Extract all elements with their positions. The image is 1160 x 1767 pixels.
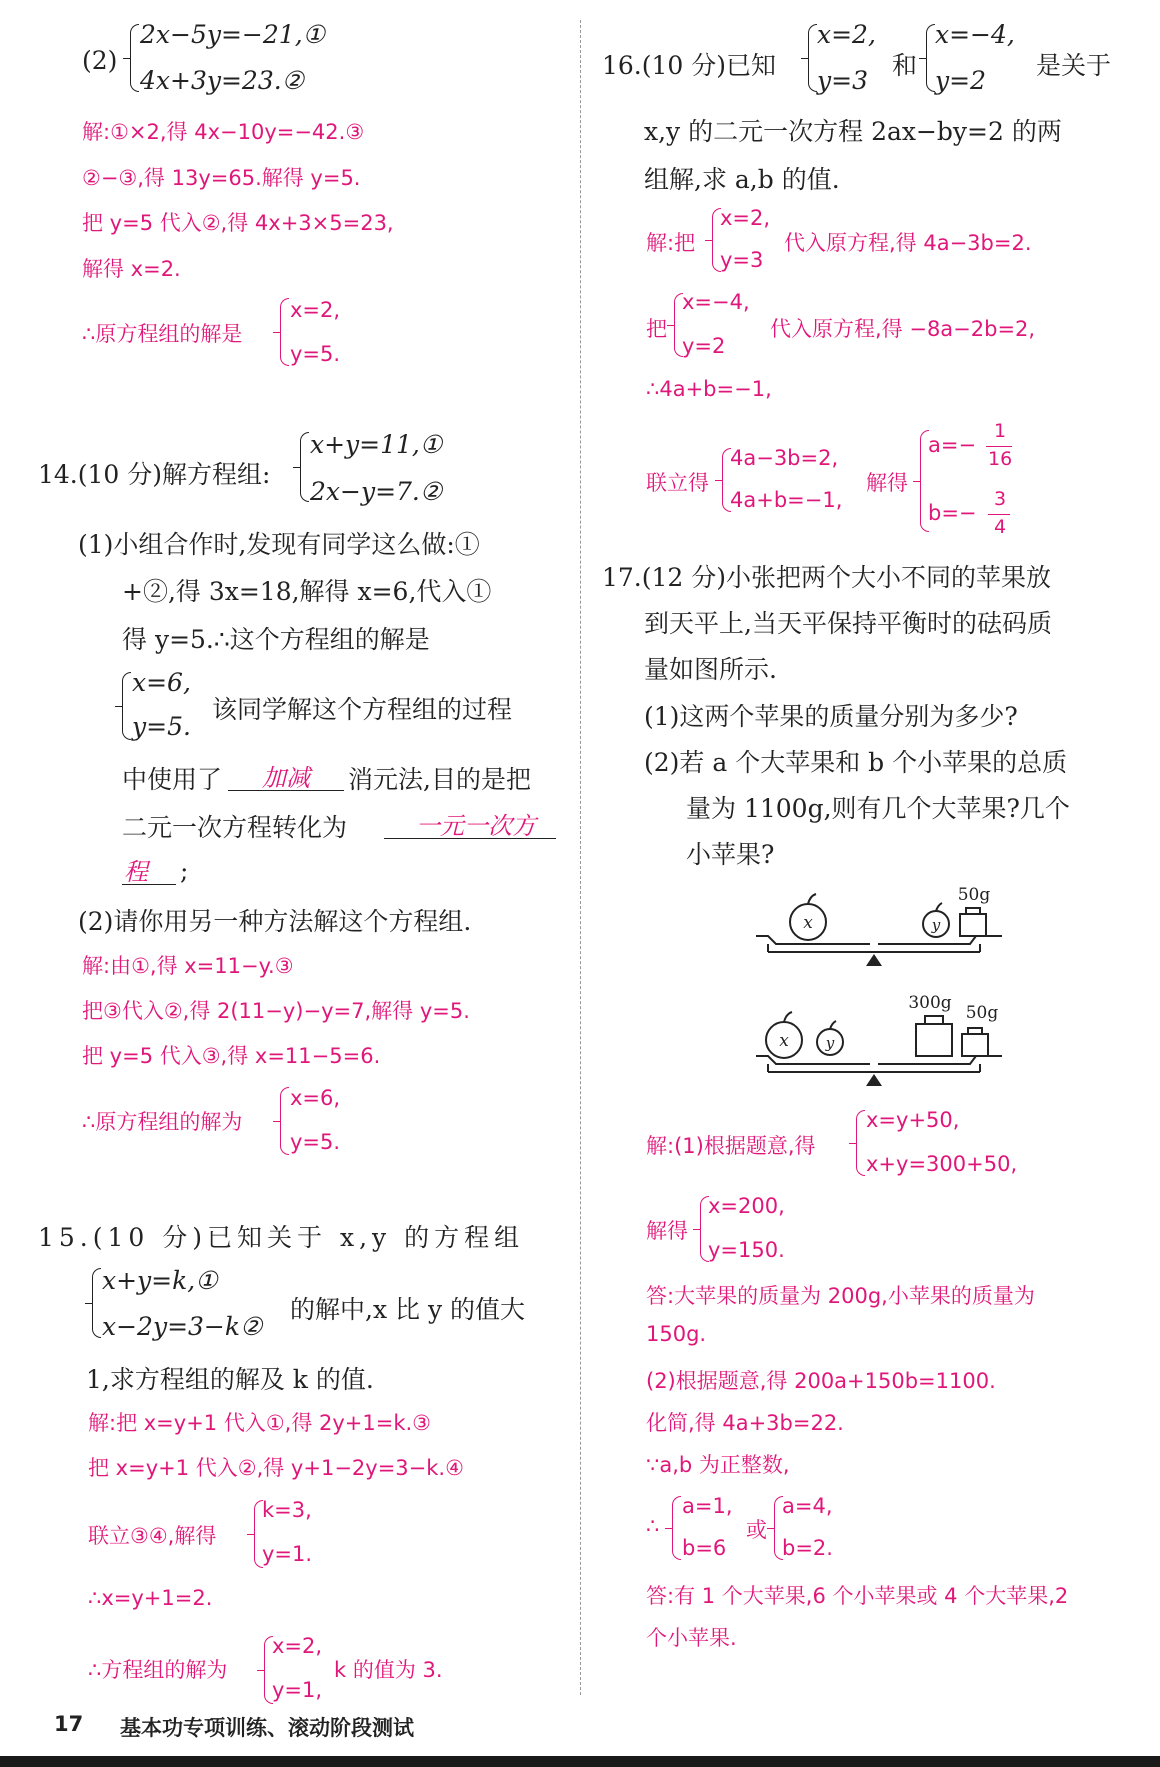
q16-lian-1: 4a−3b=2, xyxy=(730,446,839,470)
q15-conclusion-x: x=2, xyxy=(272,1634,323,1658)
q14-conclusion-prefix: ∴原方程组的解为 xyxy=(82,1110,243,1134)
q15-conclusion-y: y=1, xyxy=(272,1678,323,1702)
q13-conclusion-prefix: ∴原方程组的解是 xyxy=(82,322,243,346)
q14-conclusion-brace xyxy=(280,1087,289,1155)
q16-a-numerator: 1 xyxy=(994,420,1007,442)
q17-line2: 到天平上,当天平保持平衡时的砝码质 xyxy=(644,609,1052,638)
q14-conclusion-x: x=6, xyxy=(290,1086,341,1110)
balance-figure-1 xyxy=(752,874,1012,974)
q17-sol1-a: x=y+50, xyxy=(866,1108,960,1132)
q13-conclusion-y: y=5. xyxy=(290,342,341,366)
fig1-apple-small-label: y xyxy=(931,916,941,934)
q14-p1-line6a: 二元一次方程转化为 xyxy=(122,813,348,842)
q17-sol3: (2)根据题意,得 200a+150b=1100. xyxy=(646,1369,996,1393)
q16-jiede: 解得 xyxy=(866,471,908,495)
q17-line3: 量如图所示. xyxy=(644,655,777,684)
q16-brace-1 xyxy=(808,24,817,92)
q14-p1-line5b: 消元法,目的是把 xyxy=(348,765,531,794)
fig1-weight-label: 50g xyxy=(957,885,991,905)
q15-sol-line: 解:把 x=y+1 代入①,得 2y+1=k.③ xyxy=(88,1411,432,1435)
q14-brace xyxy=(300,432,309,502)
q14-p1-line5a: 中使用了 xyxy=(122,765,223,794)
q16-b-fraction-bar xyxy=(988,514,1010,515)
q16-s2-x: x=−4, xyxy=(935,20,1015,49)
q15-x-line: ∴x=y+1=2. xyxy=(88,1586,213,1610)
q13-2-eq2: 4x+3y=23.② xyxy=(140,66,305,95)
q16-sol1-suffix: 代入原方程,得 4a−3b=2. xyxy=(784,231,1032,255)
q17-answer2-line1: 答:有 1 个大苹果,6 个小苹果或 4 个大苹果,2 xyxy=(646,1584,1069,1608)
q17-sol2-b: y=150. xyxy=(708,1238,785,1262)
q15-lian-k: k=3, xyxy=(262,1498,312,1522)
q16-sol2-y: y=2 xyxy=(682,334,726,358)
q16-b-numerator: 3 xyxy=(994,488,1007,510)
q13-sol-line: ②−③,得 13y=65.解得 y=5. xyxy=(82,166,361,190)
q17-s6-prefix: ∴ xyxy=(646,1514,660,1538)
column-divider xyxy=(580,20,581,1695)
q13-2-label: (2) xyxy=(82,46,118,75)
q13-2-eq1: 2x−5y=−21,① xyxy=(140,20,326,49)
q13-sol-line: 解:①×2,得 4x−10y=−42.③ xyxy=(82,120,365,144)
q14-p1-after: 该同学解这个方程组的过程 xyxy=(212,695,513,724)
q15-conclusion-prefix: ∴方程组的解为 xyxy=(88,1658,228,1682)
q16-b-prefix: b=− xyxy=(928,501,977,525)
q13-sol-line: 解得 x=2. xyxy=(82,257,181,281)
q16-a-prefix: a=− xyxy=(928,433,977,457)
q16-sol2-suffix: 代入原方程,得 −8a−2b=2, xyxy=(770,317,1036,341)
q14-sol-line: 解:由①,得 x=11−y.③ xyxy=(82,954,294,978)
fig2-weight-big-label: 300g xyxy=(908,993,952,1013)
q14-conclusion-y: y=5. xyxy=(290,1130,341,1154)
q17-sol5: ∵a,b 为正整数, xyxy=(646,1453,790,1477)
q17-s6-a1: a=1, xyxy=(682,1494,733,1518)
q17-sol2-prefix: 解得 xyxy=(646,1219,688,1243)
q16-sol1-prefix: 解:把 xyxy=(646,231,696,255)
q16-s1-x: x=2, xyxy=(817,20,876,49)
q14-eq1: x+y=11,① xyxy=(310,430,443,459)
q17-line1: 17.(12 分)小张把两个大小不同的苹果放 xyxy=(602,563,1052,592)
q16-lian-2: 4a+b=−1, xyxy=(730,488,843,512)
q16-heading-a: 16.(10 分)已知 xyxy=(602,51,777,80)
q16-sol3: ∴4a+b=−1, xyxy=(646,377,772,401)
q17-answer1-line2: 150g. xyxy=(646,1322,707,1346)
q15-after: 的解中,x 比 y 的值大 xyxy=(290,1295,526,1324)
q15-eq2: x−2y=3−k② xyxy=(102,1312,263,1341)
page-number: 17 xyxy=(54,1712,84,1736)
q15-heading: 15.(10 分)已知关于 x,y 的方程组 xyxy=(38,1223,525,1252)
q17-sol1-b: x+y=300+50, xyxy=(866,1152,1018,1176)
q17-s6-b1: b=6 xyxy=(682,1536,727,1560)
q13-sol-line: 把 y=5 代入②,得 4x+3×5=23, xyxy=(82,211,394,235)
q16-sol1-x: x=2, xyxy=(720,206,771,230)
fulcrum-icon xyxy=(866,954,882,966)
q17-sol4: 化简,得 4a+3b=22. xyxy=(646,1411,844,1435)
q16-heading-b: 是关于 xyxy=(1036,51,1112,80)
q17-s6-a2: a=4, xyxy=(782,1494,833,1518)
fulcrum-icon xyxy=(866,1074,882,1086)
q14-sol-line: 把 y=5 代入③,得 x=11−5=6. xyxy=(82,1044,381,1068)
bottom-bar xyxy=(0,1756,1160,1767)
q17-s6-b2: b=2. xyxy=(782,1536,833,1560)
q16-sol2-prefix: 把 xyxy=(646,317,667,341)
q15-line3: 1,求方程组的解及 k 的值. xyxy=(86,1365,374,1394)
q16-line2: x,y 的二元一次方程 2ax−by=2 的两 xyxy=(644,117,1062,146)
q14-blank2-answer-a: 一元一次方 xyxy=(416,812,536,840)
q14-p1-end: ; xyxy=(180,856,189,885)
q17-p2-line3: 小苹果? xyxy=(686,840,775,869)
q15-brace xyxy=(92,1268,101,1338)
fig1-apple-big-label: x xyxy=(803,913,813,933)
q13-conclusion-x: x=2, xyxy=(290,298,341,322)
q14-sol-line: 把③代入②,得 2(11−y)−y=7,解得 y=5. xyxy=(82,999,470,1023)
q16-sol2-x: x=−4, xyxy=(682,290,750,314)
q14-blank1-answer: 加减 xyxy=(262,764,310,792)
fig2-apple-small-label: y xyxy=(825,1034,835,1052)
q15-sol-line: 把 x=y+1 代入②,得 y+1−2y=3−k.④ xyxy=(88,1456,464,1480)
fig2-weight-small-label: 50g xyxy=(965,1003,999,1023)
q15-lian-prefix: 联立③④,解得 xyxy=(88,1524,217,1548)
q17-p1: (1)这两个苹果的质量分别为多少? xyxy=(644,702,1018,731)
footer-title: 基本功专项训练、滚动阶段测试 xyxy=(120,1716,414,1740)
q16-s1-y: y=3 xyxy=(817,66,868,95)
q14-p1-sol-y: y=5. xyxy=(132,712,191,741)
q17-sol1-brace xyxy=(856,1110,865,1176)
q16-a-fraction-bar xyxy=(986,446,1012,447)
fig2-apple-big-label: x xyxy=(779,1031,789,1051)
q16-s2-y: y=2 xyxy=(935,66,986,95)
q14-p2: (2)请你用另一种方法解这个方程组. xyxy=(78,907,472,936)
q14-p1-line: +②,得 3x=18,解得 x=6,代入① xyxy=(122,577,492,606)
q14-p1-line: (1)小组合作时,发现有同学这么做:① xyxy=(78,530,480,559)
q17-s6-brace-1 xyxy=(672,1496,681,1560)
q17-answer2-line2: 个小苹果. xyxy=(646,1626,737,1650)
q15-eq1: x+y=k,① xyxy=(102,1266,218,1295)
q13-2-brace xyxy=(130,24,139,92)
q14-p1-brace xyxy=(122,672,131,740)
q16-and: 和 xyxy=(892,51,918,80)
q17-sol1-prefix: 解:(1)根据题意,得 xyxy=(646,1134,816,1158)
q14-p1-sol-x: x=6, xyxy=(132,668,191,697)
q14-blank2-answer-b: 程 xyxy=(124,858,148,886)
q14-p1-line: 得 y=5.∴这个方程组的解是 xyxy=(122,625,430,654)
q15-conclusion-suffix: k 的值为 3. xyxy=(334,1658,443,1682)
q16-a-denominator: 16 xyxy=(988,448,1013,470)
q17-p2-line2: 量为 1100g,则有几个大苹果?几个 xyxy=(686,794,1070,823)
q17-s6-or: 或 xyxy=(746,1518,767,1542)
q14-eq2: 2x−y=7.② xyxy=(310,477,443,506)
q16-lian-prefix: 联立得 xyxy=(646,471,709,495)
q16-sol1-y: y=3 xyxy=(720,248,764,272)
q16-line3: 组解,求 a,b 的值. xyxy=(644,165,840,194)
q17-p2-line1: (2)若 a 个大苹果和 b 个小苹果的总质 xyxy=(644,748,1068,777)
q16-brace-2 xyxy=(926,24,935,92)
q15-lian-y: y=1. xyxy=(262,1542,313,1566)
q17-sol2-a: x=200, xyxy=(708,1194,785,1218)
q16-b-denominator: 4 xyxy=(994,516,1007,538)
q17-answer1-line1: 答:大苹果的质量为 200g,小苹果的质量为 xyxy=(646,1284,1035,1308)
q13-conclusion-brace xyxy=(280,298,289,366)
balance-figure-2 xyxy=(752,988,1012,1092)
q14-heading: 14.(10 分)解方程组: xyxy=(38,460,271,489)
